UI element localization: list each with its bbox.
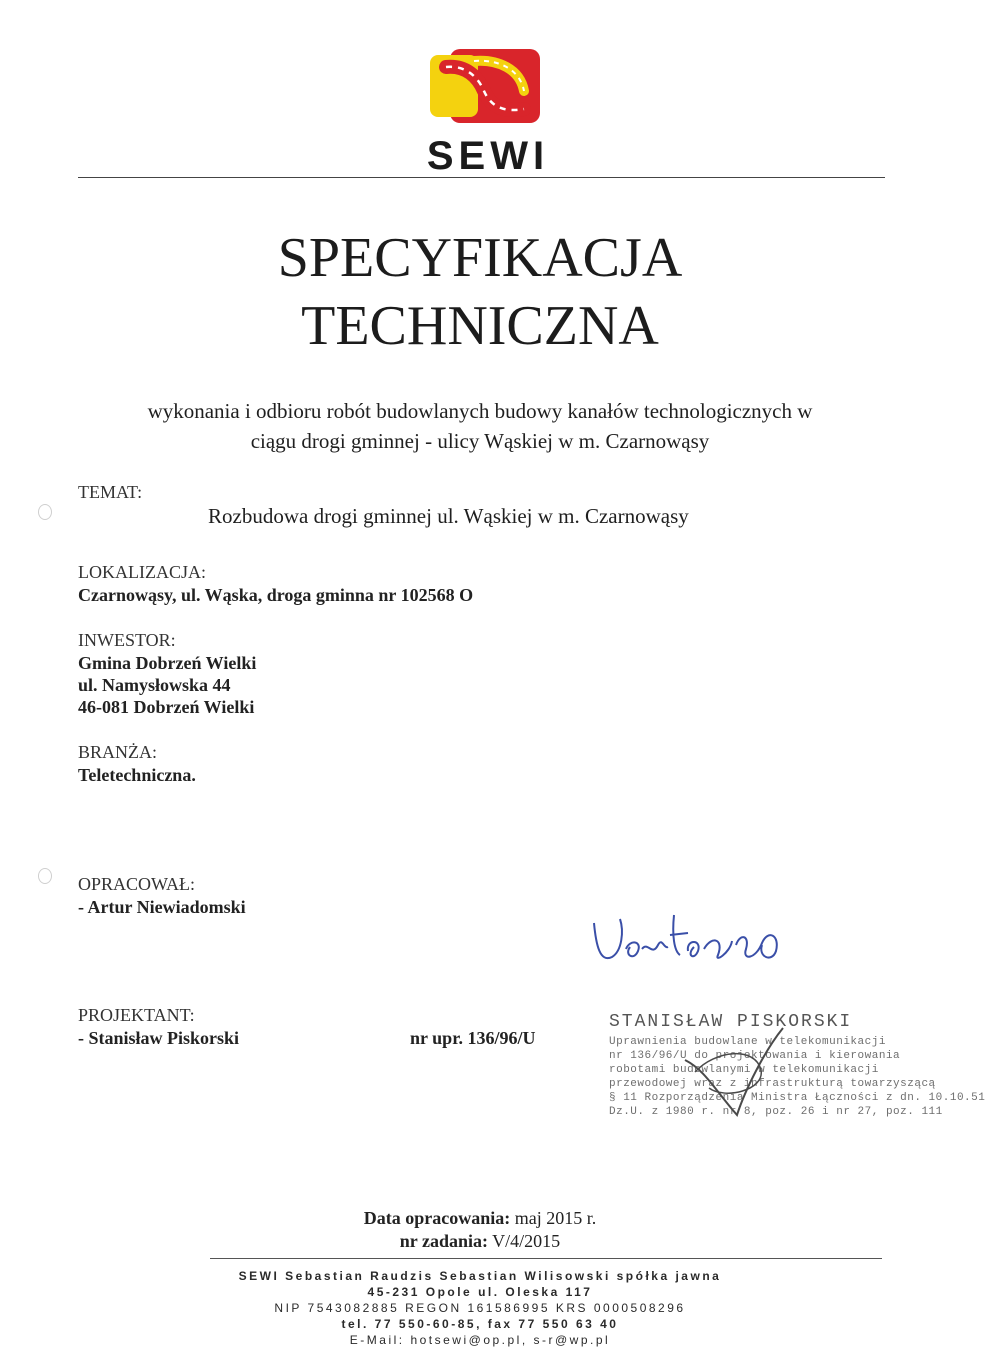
date-value: maj 2015 r. <box>514 1208 597 1228</box>
document-title-line-2: TECHNICZNA <box>301 295 659 357</box>
document-subtitle-line-2: ciągu drogi gminnej - ulicy Wąskiej w m. Czarnowąsy <box>250 429 710 453</box>
opracowal-label: OPRACOWAŁ: <box>78 874 196 894</box>
task-line <box>0 1231 960 1252</box>
branza-value: Teletechniczna. <box>78 765 196 785</box>
stamp-line: nr 136/96/U do projektowania i kierowania <box>609 1050 901 1062</box>
stamp-title: STANISŁAW PISKORSKI <box>609 1012 853 1032</box>
temat-value: Rozbudowa drogi gminnej ul. Wąskiej w m. Czarnowąsy <box>208 504 689 528</box>
handwritten-signature <box>590 905 810 975</box>
document-subtitle-line-1: wykonania i odbioru robót budowlanych budowy kanałów technologicznych w <box>147 399 813 423</box>
document-title-line-1: SPECYFIKACJA <box>277 227 683 289</box>
footer-phone: tel. 77 550-60-85, fax 77 550 63 40 <box>341 1317 619 1331</box>
header-divider <box>78 177 885 178</box>
punch-hole-mark <box>38 868 52 884</box>
inwestor-label: INWESTOR: <box>78 630 176 650</box>
stamp-line: § 11 Rozporządzenia Ministra Łączności z dn. 10.10.51 <box>609 1092 985 1104</box>
brand-wordmark: SEWI <box>426 134 550 178</box>
stamp-line: Uprawnienia budowlane w telekomunikacji <box>609 1036 886 1048</box>
footer-company: SEWI Sebastian Raudzis Sebastian Wilisowski spółka jawna <box>238 1269 722 1283</box>
projektant-value: - Stanisław Piskorski <box>78 1028 240 1048</box>
footer-registry: NIP 7543082885 REGON 161586995 KRS 0000508296 <box>274 1301 686 1315</box>
stamp-line: Dz.U. z 1980 r. nr 8, poz. 26 i nr 27, poz. 111 <box>609 1106 943 1118</box>
license-stamp <box>605 1010 985 1120</box>
task-value: V/4/2015 <box>492 1231 561 1251</box>
temat-label: TEMAT: <box>78 482 143 502</box>
task-label: nr zadania: <box>399 1231 488 1251</box>
inwestor-line: 46-081 Dobrzeń Wielki <box>78 697 255 717</box>
license-number: nr upr. 136/96/U <box>410 1028 536 1048</box>
footer-divider <box>210 1258 882 1259</box>
footer-address: 45-231 Opole ul. Oleska 117 <box>367 1285 593 1299</box>
date-line <box>0 1208 960 1229</box>
punch-hole-mark <box>38 504 52 520</box>
date-label: Data opracowania: <box>363 1208 511 1228</box>
lokalizacja-value: Czarnowąsy, ul. Wąska, droga gminna nr 102568 O <box>78 585 474 605</box>
lokalizacja-label: LOKALIZACJA: <box>78 562 206 582</box>
inwestor-line: Gmina Dobrzeń Wielki <box>78 653 257 673</box>
stamp-line: przewodowej wraz z infrastrukturą towarzyszącą <box>609 1078 936 1090</box>
stamp-line: robotami budowlanymi w telekomunikacji <box>609 1064 879 1076</box>
footer-email: E-Mail: hotsewi@op.pl, s-r@wp.pl <box>349 1333 611 1347</box>
opracowal-value: - Artur Niewiadomski <box>78 897 246 917</box>
projektant-label: PROJEKTANT: <box>78 1005 195 1025</box>
sewi-logo-icon <box>428 47 542 125</box>
branza-label: BRANŻA: <box>78 742 158 762</box>
inwestor-line: ul. Namysłowska 44 <box>78 675 231 695</box>
stamp-signature-check-icon <box>665 1010 785 1120</box>
